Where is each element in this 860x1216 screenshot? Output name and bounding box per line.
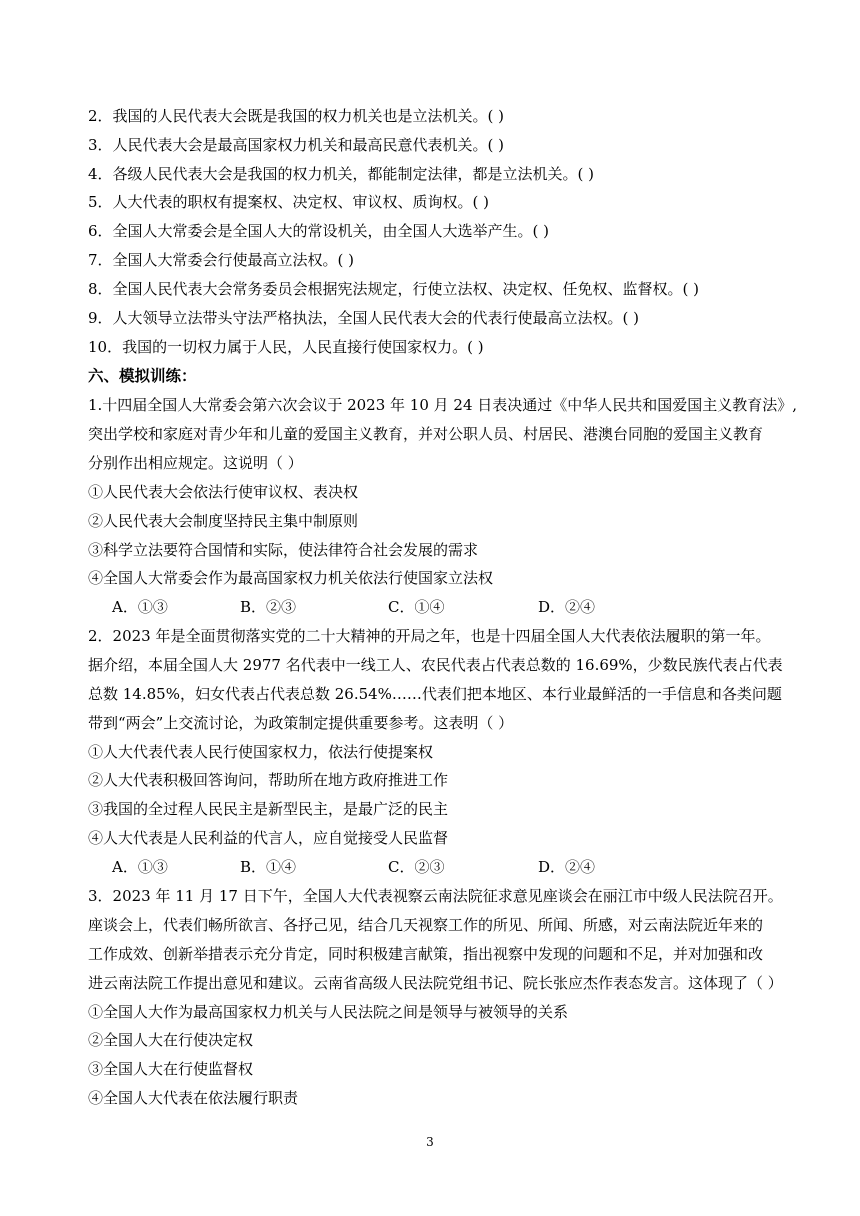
- judgment-item-5: 5．人大代表的职权有提案权、决定权、审议权、质询权。( ): [88, 193, 490, 211]
- q1-statement: ①人民代表大会依法行使审议权、表决权: [88, 483, 359, 501]
- q2-option-a: A．①③: [112, 858, 168, 876]
- judgment-item-3: 3．人民代表大会是最高国家权力机关和最高民意代表机关。( ): [88, 136, 505, 154]
- q3-stem-line: 3．2023 年 11 月 17 日下午，全国人大代表视察云南法院征求意见座谈会在丽江市中级人民法院召开。: [88, 887, 783, 905]
- q1-stem-line: 突出学校和家庭对青少年和儿童的爱国主义教育，并对公职人员、村居民、港澳台同胞的爱国主义教育: [88, 425, 764, 443]
- q1-statement: ②人民代表大会制度坚持民主集中制原则: [88, 512, 359, 530]
- judgment-item-7: 7．全国人大常委会行使最高立法权。( ): [88, 251, 355, 269]
- judgment-item-9: 9．人大领导立法带头守法严格执法，全国人民代表大会的代表行使最高立法权。( ): [88, 309, 640, 327]
- q2-statement: ①人大代表代表人民行使国家权力，依法行使提案权: [88, 743, 434, 761]
- q1-stem-line: 1.十四届全国人大常委会第六次会议于 2023 年 10 月 24 日表决通过《中华人民共和国爱国主义教育法》,: [88, 396, 798, 414]
- q2-stem-line: 据介绍，本届全国人大 2977 名代表中一线工人、农民代表占代表总数的 16.69%，少数民族代表占代表: [88, 656, 783, 674]
- q2-stem-line: 带到“两会”上交流讨论，为政策制定提供重要参考。这表明（ ）: [88, 714, 514, 732]
- q2-option-d: D．②④: [538, 858, 596, 876]
- q3-stem-line: 进云南法院工作提出意见和建议。云南省高级人民法院党组书记、院长张应杰作表态发言。这体现了（ ）: [88, 974, 783, 992]
- q2-option-c: C．②③: [388, 858, 445, 876]
- q1-statement: ③科学立法要符合国情和实际，使法律符合社会发展的需求: [88, 541, 479, 559]
- q2-option-b: B．①④: [240, 858, 297, 876]
- q3-stem-line: 工作成效、创新举措表示充分肯定，同时积极建言献策，指出视察中发现的问题和不足，并对加强和改: [88, 945, 764, 963]
- q1-option-a: A．①③: [112, 598, 168, 616]
- q1-option-b: B．②③: [240, 598, 297, 616]
- q1-statement: ④全国人大常委会作为最高国家权力机关依法行使国家立法权: [88, 569, 494, 587]
- judgment-item-10: 10．我国的一切权力属于人民，人民直接行使国家权力。( ): [88, 338, 484, 356]
- q3-statement: ②全国人大在行使决定权: [88, 1031, 254, 1049]
- q3-statement: ①全国人大作为最高国家权力机关与人民法院之间是领导与被领导的关系: [88, 1003, 569, 1021]
- q1-stem-line: 分别作出相应规定。这说明（ ）: [88, 454, 303, 472]
- q3-statement: ④全国人大代表在依法履行职责: [88, 1089, 299, 1107]
- judgment-item-2: 2．我国的人民代表大会既是我国的权力机关也是立法机关。( ): [88, 107, 505, 125]
- judgment-item-6: 6．全国人大常委会是全国人大的常设机关，由全国人大选举产生。( ): [88, 222, 550, 240]
- q1-option-d: D．②④: [538, 598, 596, 616]
- judgment-item-8: 8．全国人民代表大会常务委员会根据宪法规定，行使立法权、决定权、任免权、监督权。( ): [88, 280, 700, 298]
- q2-stem-line: 总数 14.85%，妇女代表占代表总数 26.54%……代表们把本地区、本行业最鲜活的一手信息和各类问题: [88, 685, 782, 703]
- page-number: 3: [426, 1135, 434, 1149]
- q3-statement: ③全国人大在行使监督权: [88, 1060, 254, 1078]
- q3-stem-line: 座谈会上，代表们畅所欲言、各抒己见，结合几天视察工作的所见、所闻、所感，对云南法院近年来的: [88, 916, 764, 934]
- q2-statement: ②人大代表积极回答询问，帮助所在地方政府推进工作: [88, 771, 449, 789]
- q2-stem-line: 2．2023 年是全面贯彻落实党的二十大精神的开局之年，也是十四届全国人大代表依法履职的第一年。: [88, 627, 771, 645]
- judgment-item-4: 4．各级人民代表大会是我国的权力机关，都能制定法律，都是立法机关。( ): [88, 165, 595, 183]
- q2-statement: ③我国的全过程人民民主是新型民主，是最广泛的民主: [88, 800, 449, 818]
- section-title: 六、模拟训练：: [88, 367, 197, 385]
- q1-option-c: C．①④: [388, 598, 445, 616]
- q2-statement: ④人大代表是人民利益的代言人，应自觉接受人民监督: [88, 829, 449, 847]
